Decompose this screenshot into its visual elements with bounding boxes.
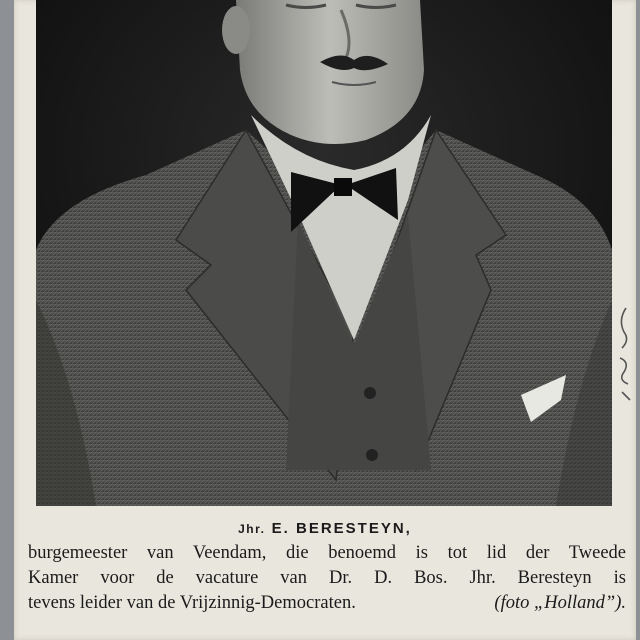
photo-credit: (foto „Holland”). [494, 593, 626, 613]
caption-line-text: tevens leider van de Vrijzinnig-Democraten. [28, 593, 356, 613]
caption-body [28, 541, 626, 616]
vest-button [364, 387, 376, 399]
caption-line [28, 591, 626, 616]
ear [222, 6, 250, 54]
title-name: E. BERESTEYN, [271, 520, 412, 537]
caption [14, 520, 636, 616]
caption-line: burgemeester van Veendam, die benoemd is tot lid der Tweede [28, 543, 626, 563]
caption-line: Kamer voor de vacature van Dr. D. Bos. Jhr. Beresteyn is [28, 568, 626, 588]
vest-button [366, 449, 378, 461]
pencil-annotation-icon [612, 300, 638, 410]
caption-title [14, 520, 636, 537]
portrait-drawing [36, 0, 612, 506]
title-prefix: Jhr. [238, 522, 266, 536]
bow-tie-knot [334, 178, 352, 196]
portrait-photo [36, 0, 612, 506]
